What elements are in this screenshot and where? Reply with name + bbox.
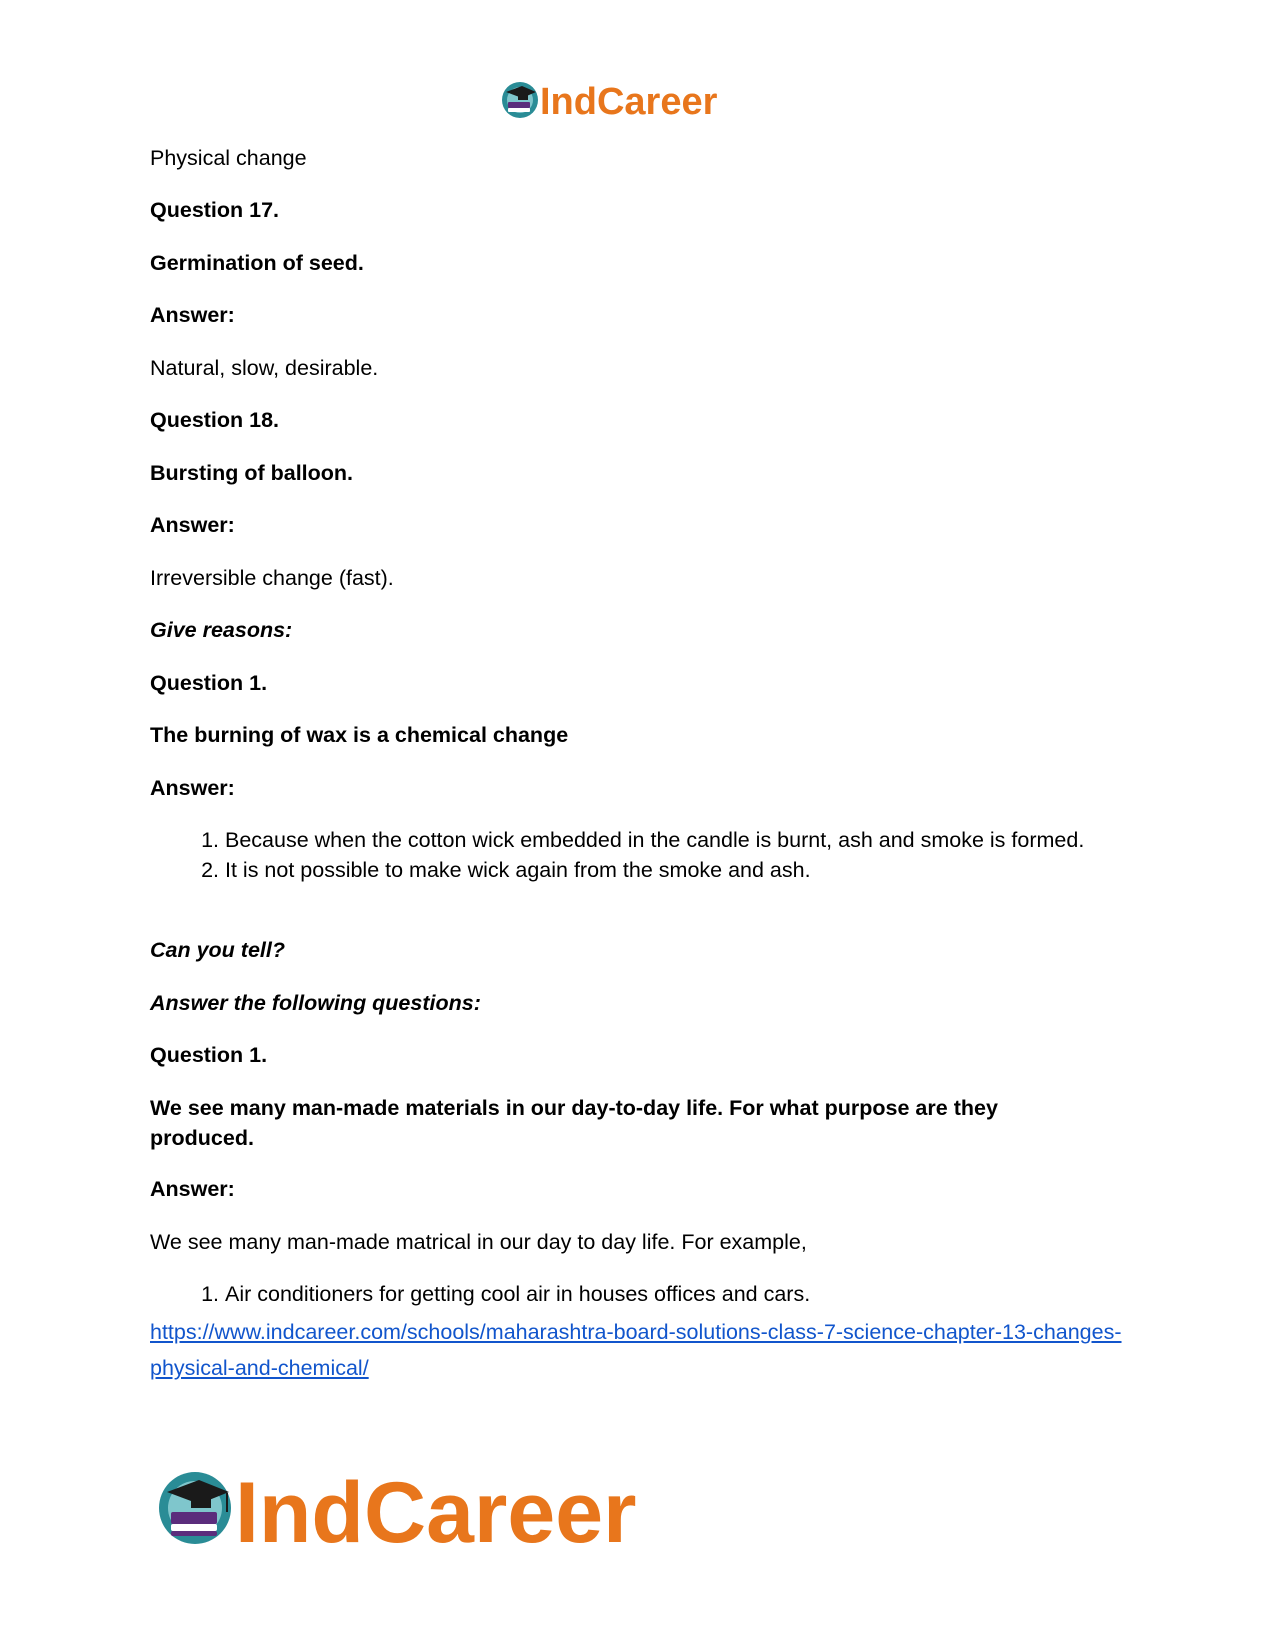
answer-text: Irreversible change (fast). [150, 566, 394, 590]
graduation-cap-book-icon [159, 1472, 231, 1544]
answer-text: We see many man-made matrical in our day to day life. For example, [150, 1230, 807, 1254]
question-heading: Question 1. [150, 1043, 268, 1067]
answer-label: Answer: [150, 303, 235, 327]
list-item: 2. It is not possible to make wick again from the smoke and ash. [225, 855, 1125, 885]
answer-label: Answer: [150, 513, 235, 537]
answer-label: Answer: [150, 776, 235, 800]
question-heading: Question 18. [150, 408, 280, 432]
question-text: We see many man-made materials in our day-to-day life. For what purpose are they produced. [150, 1096, 998, 1150]
list-item: 1. Because when the cotton wick embedded in the candle is burnt, ash and smoke is formed. [225, 825, 1125, 855]
list-item: 1. Air conditioners for getting cool air in houses offices and cars. [225, 1279, 1125, 1309]
indcareer-logo-top [500, 78, 770, 128]
question-text: The burning of wax is a chemical change [150, 723, 569, 747]
answer-list [150, 1279, 1125, 1309]
answer-text: Physical change [150, 146, 307, 170]
answer-label: Answer: [150, 1177, 235, 1201]
logo-text: IndCareer [540, 81, 718, 123]
section-heading: Can you tell? [150, 938, 285, 962]
question-text: Bursting of balloon. [150, 461, 354, 485]
logo-text: IndCareer [235, 1465, 637, 1561]
source-link[interactable]: https://www.indcareer.com/schools/maharashtra-board-solutions-class-7-science-chapter-13-changes-physical-and-chemical/ [150, 1320, 1122, 1380]
answer-text: Natural, slow, desirable. [150, 356, 379, 380]
footer-logo [157, 1462, 697, 1562]
section-heading: Give reasons: [150, 618, 293, 642]
section-subheading: Answer the following questions: [150, 991, 481, 1015]
question-heading: Question 1. [150, 671, 268, 695]
answer-list [150, 825, 1125, 885]
question-text: Germination of seed. [150, 251, 364, 275]
indcareer-logo-bottom [157, 1462, 697, 1562]
question-heading: Question 17. [150, 198, 280, 222]
header-logo [0, 78, 1275, 128]
graduation-cap-book-icon [502, 82, 538, 118]
